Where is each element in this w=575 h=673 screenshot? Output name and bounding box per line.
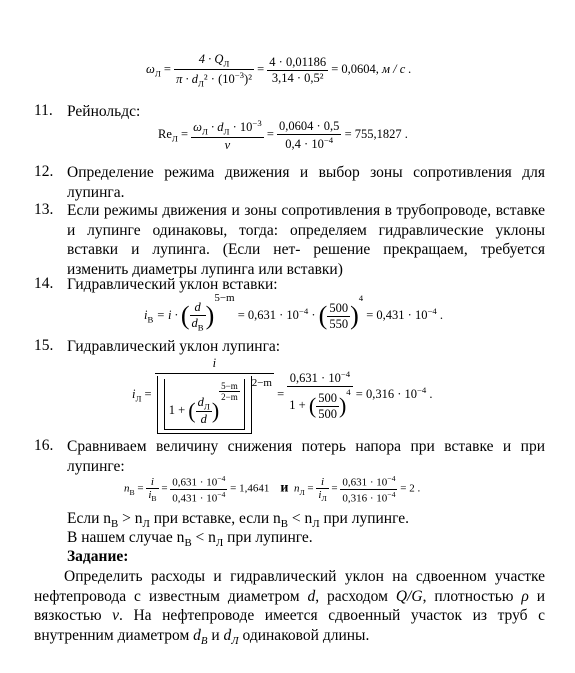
- compare-formula: $n_В$ = $\frac{i}{i_В}$ = $\frac{0,631 \cdot 10^{-4}}{0,431 \cdot 10^{-4}}$ = 1,4641 и $n_Л$ = $\frac{i}{i_Л}$ = $\frac{0,631 \cdot 10^{-4}}{0,316 \cdot 10^{-4}}$ = 2 .: [124, 474, 421, 505]
- reynolds-fraction-1: $\frac{\omega_Л \cdot d_Л \cdot 10^{-3}}{\nu}$: [193, 118, 262, 152]
- loop-slope-formula: $i_Л$ = i 1 + ( $\frac{d_Л}{d}$ ) $\frac{5-m}{2-m}$ $^{2-m}$ = $0,631 \cdot 10^{-4}$ 1 + ( $\frac{500}{500}$ )$^4$ = $0,316 \cdot 10^{-4}$ .: [132, 356, 433, 434]
- task-text: Определить расходы и гидравлический уклон на сдвоенном участке нефтепровода с известным диаметром d, расходом Q/G, плотностью ρ и вязкостью ν. На нефтепроводе имеется сдвоенный участок из труб с внутренним диаметром $d_В$ и $d_Л$ одинаковой длины.: [34, 568, 546, 647]
- insert-slope-formula: $i_В = i$ · ( $\frac{d}{d_В}$ )$^{5-m} = 0,631 \cdot 10^{-4}$ · ( $\frac{500}{550}$ )$^4 = 0,431 \cdot 10^{-4}$ .: [144, 292, 444, 333]
- omega-formula: $\omega_Л$ = $\frac{4 \cdot Q_Л}{\pi \cdot d_Л^2 \cdot (10^{-3})^2}$ = $\frac{4 \cdot 0,01186}{\text{3,14 · 0,5²}}$ = 0,0604, м / с .: [146, 52, 412, 89]
- item-number: 11.: [34, 102, 53, 119]
- item-number: 13.: [34, 201, 54, 218]
- task-heading: Задание:: [67, 548, 129, 565]
- omega-fraction-1: $\frac{4 \cdot Q_Л}{\pi \cdot d_Л^2 \cdot (10^{-3})^2}$: [176, 52, 252, 89]
- item-text: Гидравлический уклон вставки:: [67, 276, 278, 293]
- item-number: 16.: [34, 437, 54, 454]
- conclusion-line-1: Если $n_В > n_Л$ при вставке, если $n_В < n_Л$ при лупинге.: [67, 510, 410, 531]
- reynolds-formula: $Re_Л$ = $\frac{\omega_Л \cdot d_Л \cdot 10^{-3}}{\nu}$ = $\frac{0,0604 \cdot 0,5}{0,4 \cdot 10^{-4}}$ = 755,1827 .: [158, 118, 408, 152]
- item-text: Определение режима движения и выбор зоны сопротивления для лупинга.: [67, 164, 545, 201]
- item-text: Сравниваем величину снижения потерь напора при вставке и при лупинге:: [67, 438, 545, 475]
- omega-fraction-2: $\frac{4 \cdot 0,01186}{\text{3,14 · 0,5²}}$: [269, 54, 327, 85]
- item-number: 14.: [34, 275, 54, 292]
- reynolds-fraction-2: $\frac{0,0604 \cdot 0,5}{0,4 \cdot 10^{-4}}$: [279, 118, 340, 151]
- item-number: 15.: [34, 337, 54, 354]
- item-text: Гидравлический уклон лупинга:: [67, 338, 281, 355]
- conclusion-line-2: В нашем случае $n_В < n_Л$ при лупинге.: [67, 529, 313, 550]
- item-text: Если режимы движения и зоны сопротивления в трубопроводе, вставке и лупинге одинаковы, тогда: определяем гидравлические уклоны вставки и лупинга. (Если нет- решение прекращаем, требуется изменить диаметры лупинга или вставки): [67, 202, 545, 278]
- item-number: 12.: [34, 163, 54, 180]
- item-text: Рейнольдс:: [67, 103, 141, 120]
